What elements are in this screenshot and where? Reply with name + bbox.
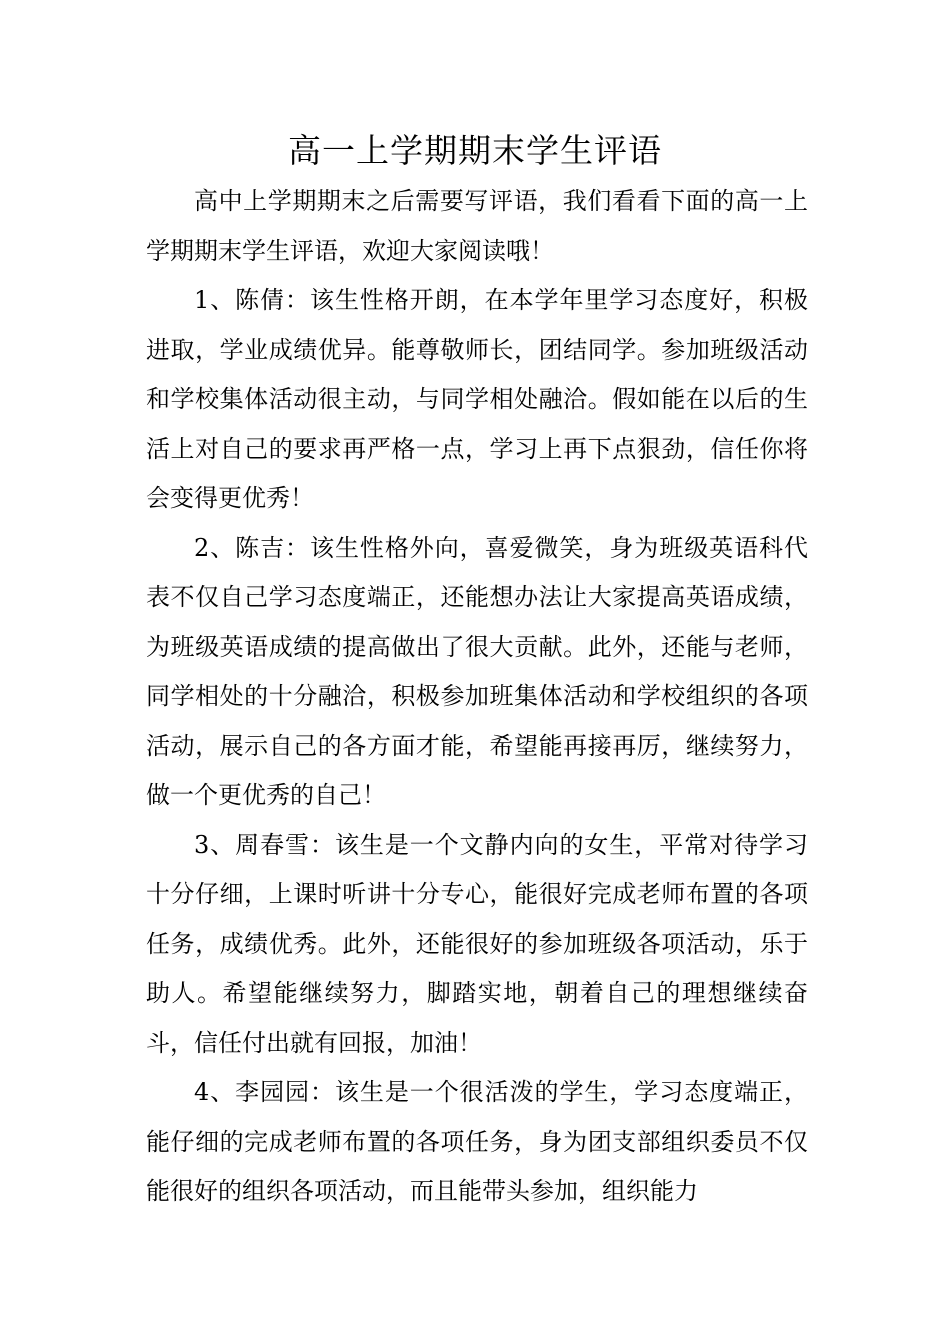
intro-paragraph: 高中上学期期末之后需要写评语，我们看看下面的高一上学期期末学生评语，欢迎大家阅读哦！ [146, 187, 808, 265]
comment-paragraph-1: 1、陈倩：该生性格开朗，在本学年里学习态度好，积极进取，学业成绩优异。能尊敬师长，团结同学。参加班级活动和学校集体活动很主动，与同学相处融洽。假如能在以后的生活上对自己的要求再严格一点，学习上再下点狠劲，信任你将会变得更优秀！ [146, 286, 808, 512]
comment-paragraph-3: 3、周春雪：该生是一个文静内向的女生，平常对待学习十分仔细，上课时听讲十分专心，能很好完成老师布置的各项任务，成绩优秀。此外，还能很好的参加班级各项活动，乐于助人。希望能继续努力，脚踏实地，朝着自己的理想继续奋斗，信任付出就有回报，加油！ [146, 830, 808, 1057]
document-title: 高一上学期期末学生评语 [288, 131, 662, 170]
comment-paragraph-4: 4、李园园：该生是一个很活泼的学生，学习态度端正，能仔细的完成老师布置的各项任务，身为团支部组织委员不仅能很好的组织各项活动，而且能带头参加，组织能力 [146, 1078, 808, 1205]
comment-paragraph-2: 2、陈吉：该生性格外向，喜爱微笑，身为班级英语科代表不仅自己学习态度端正，还能想办法让大家提高英语成绩，为班级英语成绩的提高做出了很大贡献。此外，还能与老师，同学相处的十分融洽，积极参加班集体活动和学校组织的各项活动，展示自己的各方面才能，希望能再接再厉，继续努力，做一个更优秀的自己！ [146, 533, 808, 809]
document-body [146, 177, 808, 1217]
